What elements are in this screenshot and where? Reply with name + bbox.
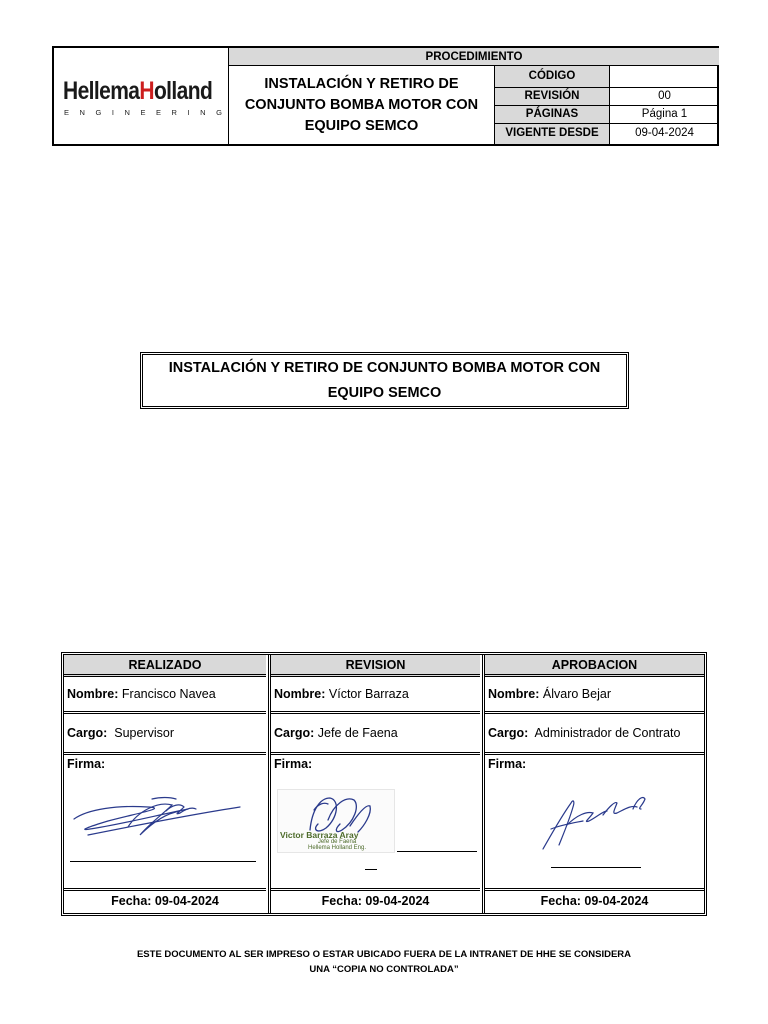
stamp-name: Victor Barraza Aray <box>280 830 359 840</box>
uncontrolled-copy-notice <box>100 947 668 977</box>
meta-value <box>610 66 719 87</box>
logo-letter: E <box>140 108 146 117</box>
logo-letter: G <box>95 108 102 117</box>
company-logo-wordmark <box>63 78 212 106</box>
cargo-row <box>271 714 480 755</box>
stamp-company: Hellema Holland Eng. <box>307 845 367 851</box>
nombre-value: Álvaro Bejar <box>542 687 611 701</box>
procedure-label: PROCEDIMIENTO <box>229 48 719 66</box>
company-logo <box>54 48 229 144</box>
column-header: REVISION <box>271 655 480 677</box>
document-title-box: INSTALACIÓN Y RETIRO DE CONJUNTO BOMBA MOTOR CON EQUIPO SEMCO <box>140 352 629 409</box>
footer-line-1: ESTE DOCUMENTO AL SER IMPRESO O ESTAR UBICADO FUERA DE LA INTRANET DE HHE SE CONSIDERA <box>136 949 632 960</box>
meta-label: REVISIÓN <box>495 88 610 105</box>
approval-column-realizado <box>64 655 266 913</box>
cargo-row <box>64 714 266 755</box>
meta-label: PÁGINAS <box>495 106 610 123</box>
nombre-row <box>271 677 480 714</box>
meta-label: CÓDIGO <box>495 66 610 87</box>
header-title: INSTALACIÓN Y RETIRO DE CONJUNTO BOMBA MOTOR CON EQUIPO SEMCO <box>229 66 495 144</box>
cargo-value: Supervisor <box>114 726 174 740</box>
document-header <box>52 46 719 146</box>
logo-letter: N <box>124 108 130 117</box>
signature-line-continuation <box>365 869 377 870</box>
cargo-label: Cargo: <box>274 726 315 740</box>
footer-line-2: UNA “COPIA NO CONTROLADA” <box>309 964 459 975</box>
logo-letter: E <box>156 108 162 117</box>
fecha-cell: Fecha: 09-04-2024 <box>111 894 219 908</box>
signature-line <box>551 867 641 868</box>
document-meta <box>495 66 719 144</box>
firma-cell <box>485 755 704 891</box>
logo-text-part2: olland <box>153 78 213 106</box>
firma-cell <box>271 755 480 891</box>
signature-line <box>397 851 477 852</box>
nombre-label: Nombre: <box>67 687 119 701</box>
firma-label: Firma: <box>274 757 313 771</box>
meta-label: VIGENTE DESDE <box>495 124 610 144</box>
nombre-label: Nombre: <box>274 687 326 701</box>
meta-row-revision <box>495 88 719 106</box>
column-header: APROBACION <box>485 655 704 677</box>
meta-row-vigente <box>495 124 719 144</box>
logo-text-part1: Hellema <box>63 78 140 106</box>
nombre-label: Nombre: <box>488 687 540 701</box>
stamp-role: Jefe de Faena <box>317 839 357 845</box>
cargo-label: Cargo: <box>488 726 529 740</box>
cargo-value: Jefe de Faena <box>317 726 398 740</box>
cargo-row <box>485 714 704 755</box>
cargo-label: Cargo: <box>67 726 108 740</box>
nombre-value: Francisco Navea <box>121 687 216 701</box>
logo-subtitle <box>64 108 222 117</box>
firma-cell <box>64 755 266 891</box>
meta-row-codigo <box>495 66 719 88</box>
approval-column-revision <box>268 655 480 913</box>
nombre-row <box>64 677 266 714</box>
approval-table <box>61 652 707 916</box>
cargo-value: Administrador de Contrato <box>534 726 681 740</box>
logo-letter: R <box>171 108 177 117</box>
nombre-value: Víctor Barraza <box>328 687 409 701</box>
nombre-row <box>485 677 704 714</box>
fecha-cell: Fecha: 09-04-2024 <box>540 894 649 908</box>
signature-alvaro-bejar <box>537 791 649 855</box>
logo-letter: I <box>187 108 190 117</box>
signature-francisco-navea <box>68 791 244 847</box>
meta-value: 09-04-2024 <box>635 127 694 139</box>
firma-label: Firma: <box>488 757 527 771</box>
meta-row-paginas <box>495 106 719 124</box>
approval-column-aprobacion <box>482 655 704 913</box>
logo-letter: N <box>200 108 206 117</box>
signature-line <box>70 861 256 862</box>
logo-letter: N <box>79 108 85 117</box>
logo-letter: G <box>216 108 222 117</box>
meta-value: 00 <box>658 90 671 102</box>
fecha-cell: Fecha: 09-04-2024 <box>321 894 430 908</box>
meta-value: Página 1 <box>641 108 688 120</box>
signature-stamp-victor-barraza <box>277 789 395 853</box>
firma-label: Firma: <box>67 757 106 771</box>
logo-h-accent: H <box>139 78 154 106</box>
logo-letter: E <box>64 108 70 117</box>
column-header: REALIZADO <box>64 655 266 677</box>
logo-letter: I <box>111 108 114 117</box>
